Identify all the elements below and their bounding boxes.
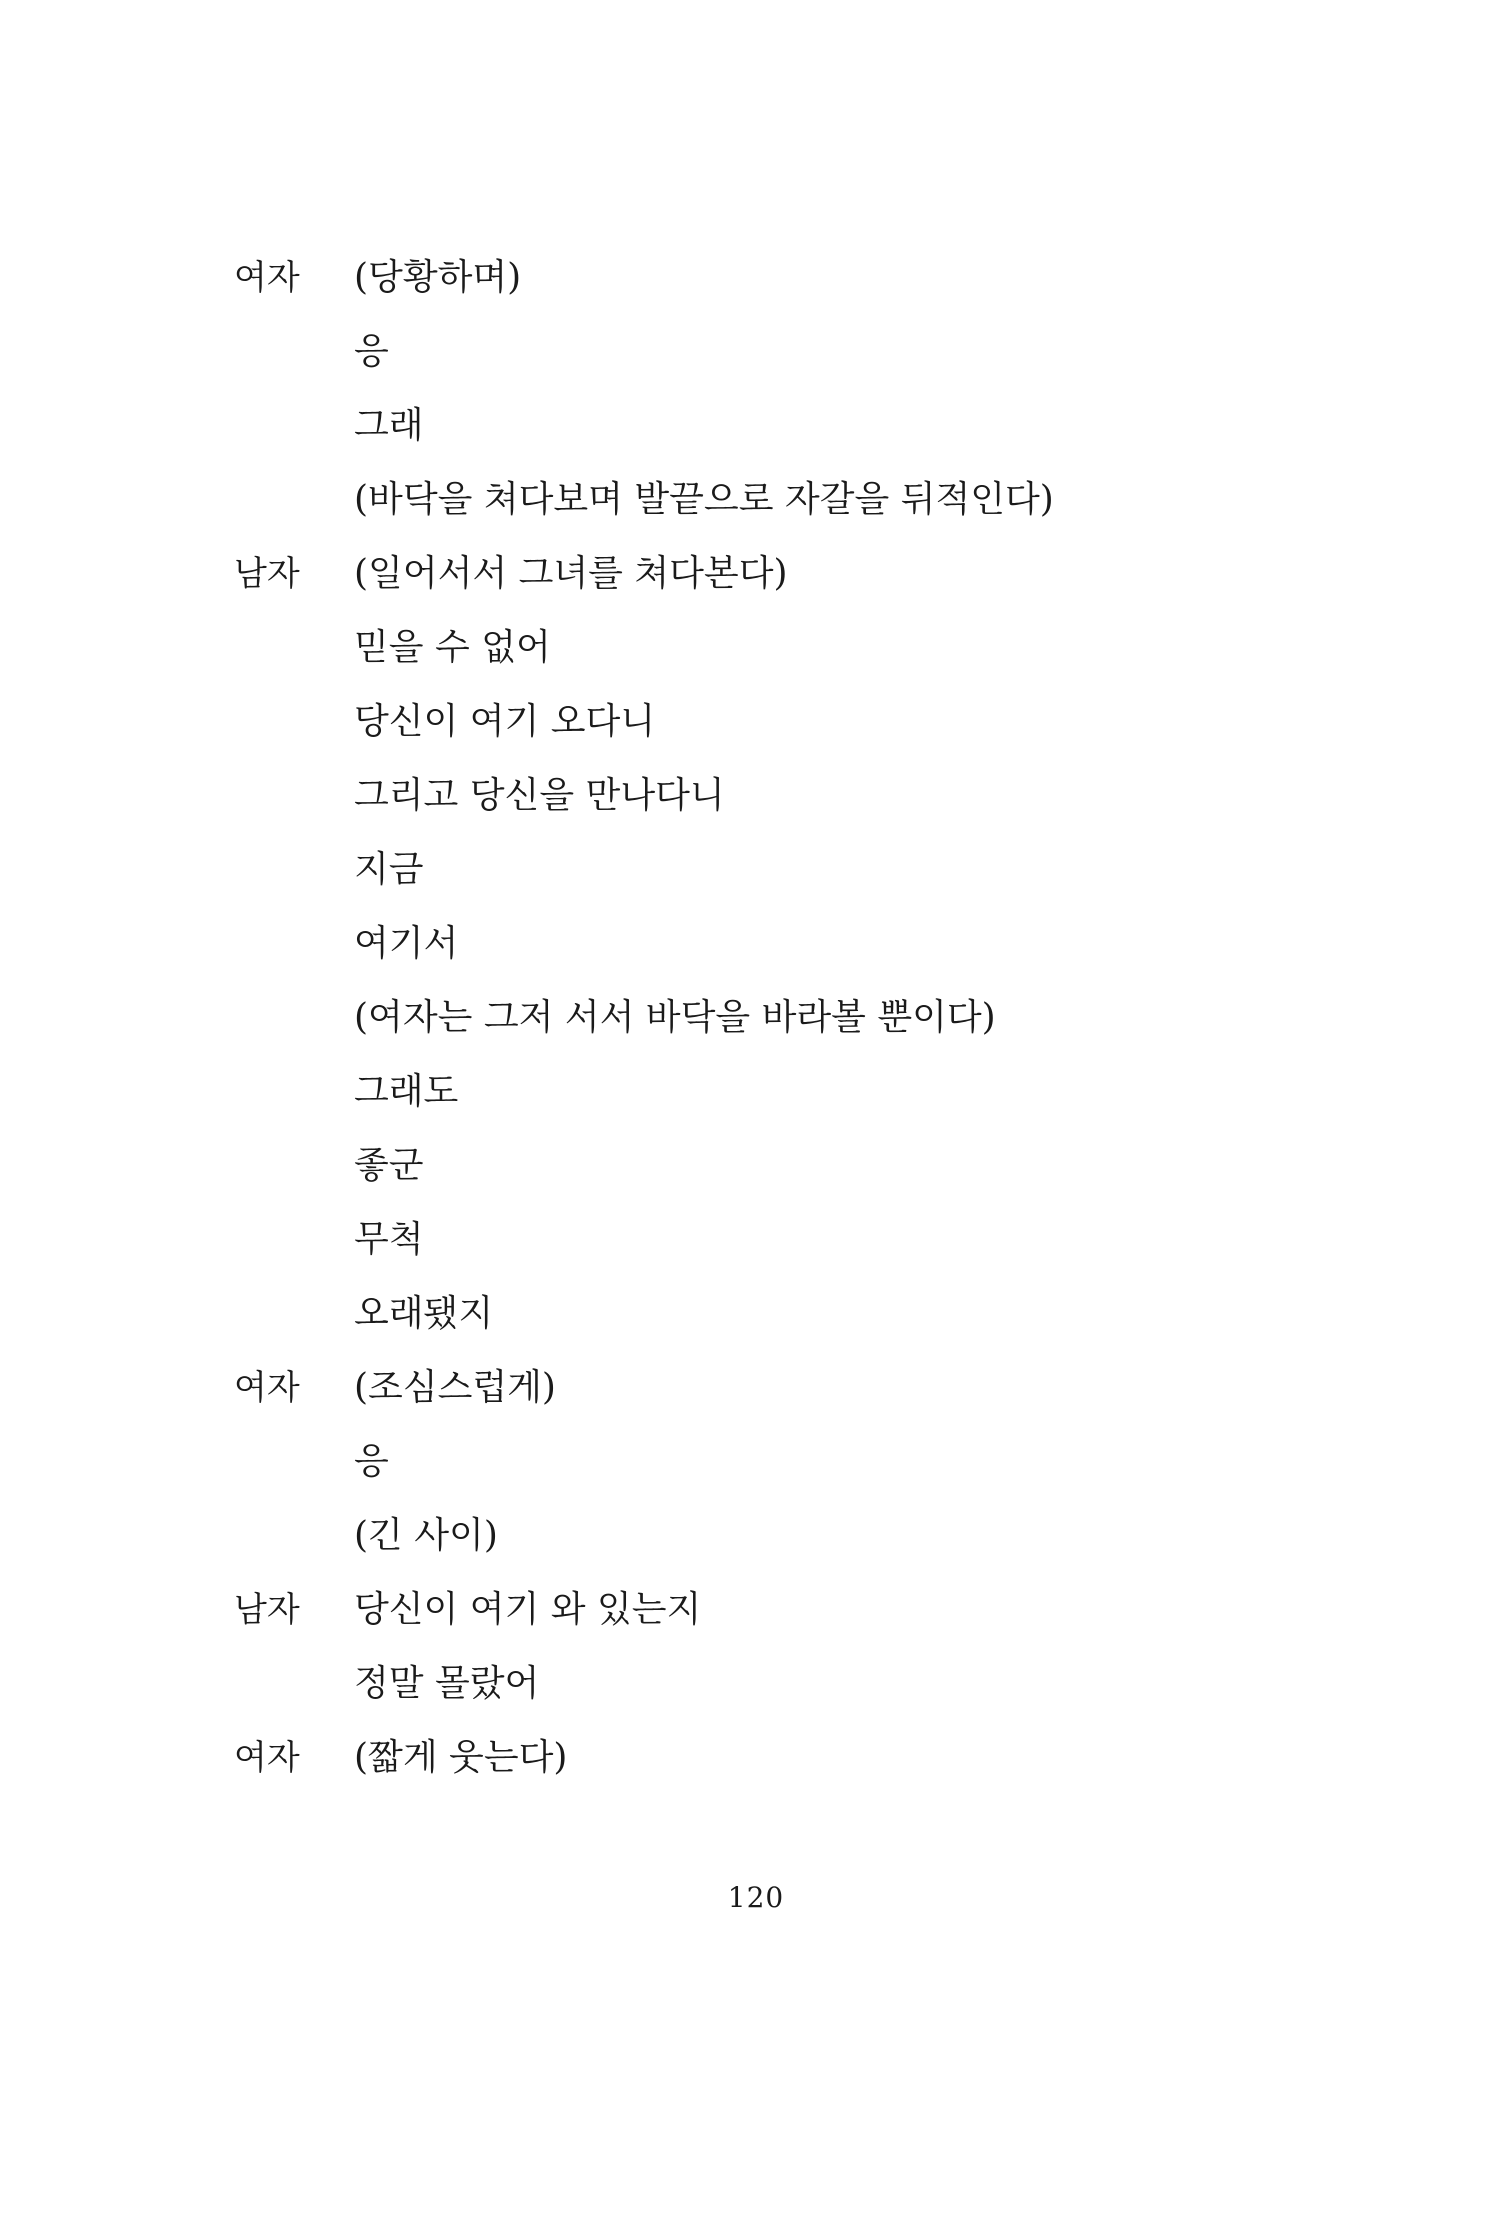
script-line <box>0 1590 1512 1664</box>
dialogue-text: 그래도 <box>354 1071 459 1112</box>
script-line <box>0 332 1512 406</box>
dialogue-text: 그리고 당신을 만나다니 <box>354 775 725 816</box>
script-line <box>0 850 1512 924</box>
stage-direction: (일어서서 그녀를 쳐다본다) <box>354 553 788 594</box>
dialogue-text: 지금 <box>354 849 424 890</box>
script-line <box>0 1072 1512 1146</box>
dialogue-text: 오래됐지 <box>354 1293 494 1334</box>
script-line <box>0 1368 1512 1442</box>
script-line <box>0 1664 1512 1738</box>
stage-direction: (짧게 웃는다) <box>354 1737 568 1778</box>
stage-direction: (긴 사이) <box>354 1515 498 1556</box>
dialogue-text: 당신이 여기 오다니 <box>354 701 656 742</box>
stage-direction: (여자는 그저 서서 바닥을 바라볼 뿐이다) <box>354 997 996 1038</box>
script-line <box>0 1738 1512 1812</box>
script-line <box>0 1516 1512 1590</box>
script-line <box>0 1294 1512 1368</box>
dialogue-text: 당신이 여기 와 있는지 <box>354 1589 702 1630</box>
script-line <box>0 1442 1512 1516</box>
script-line <box>0 554 1512 628</box>
page-number: 120 <box>727 1881 785 1914</box>
script-line <box>0 480 1512 554</box>
dialogue-text: (당황하며) <box>354 257 522 298</box>
script-line <box>0 406 1512 480</box>
dialogue-text: 그래 <box>354 405 424 446</box>
dialogue-text: 응 <box>354 331 389 372</box>
script-line <box>0 998 1512 1072</box>
script-line <box>0 1220 1512 1294</box>
script-line <box>0 628 1512 702</box>
speaker-name: 여자 <box>234 258 300 298</box>
dialogue-text: 좋군 <box>354 1145 424 1186</box>
speaker-name: 남자 <box>234 554 300 594</box>
script-line <box>0 776 1512 850</box>
stage-direction: (조심스럽게) <box>354 1367 556 1408</box>
stage-direction: (바닥을 쳐다보며 발끝으로 자갈을 뒤적인다) <box>354 479 1054 520</box>
script-line <box>0 1146 1512 1220</box>
dialogue-text: 믿을 수 없어 <box>354 627 551 668</box>
dialogue-text: 응 <box>354 1441 389 1482</box>
script-line <box>0 258 1512 332</box>
dialogue-text: 무척 <box>354 1219 424 1260</box>
speaker-name: 남자 <box>234 1590 300 1630</box>
speaker-name: 여자 <box>234 1738 300 1778</box>
script-line <box>0 702 1512 776</box>
dialogue-text: 여기서 <box>354 923 459 964</box>
script-line <box>0 924 1512 998</box>
dialogue-text: 정말 몰랐어 <box>354 1663 540 1704</box>
speaker-name: 여자 <box>234 1368 300 1408</box>
